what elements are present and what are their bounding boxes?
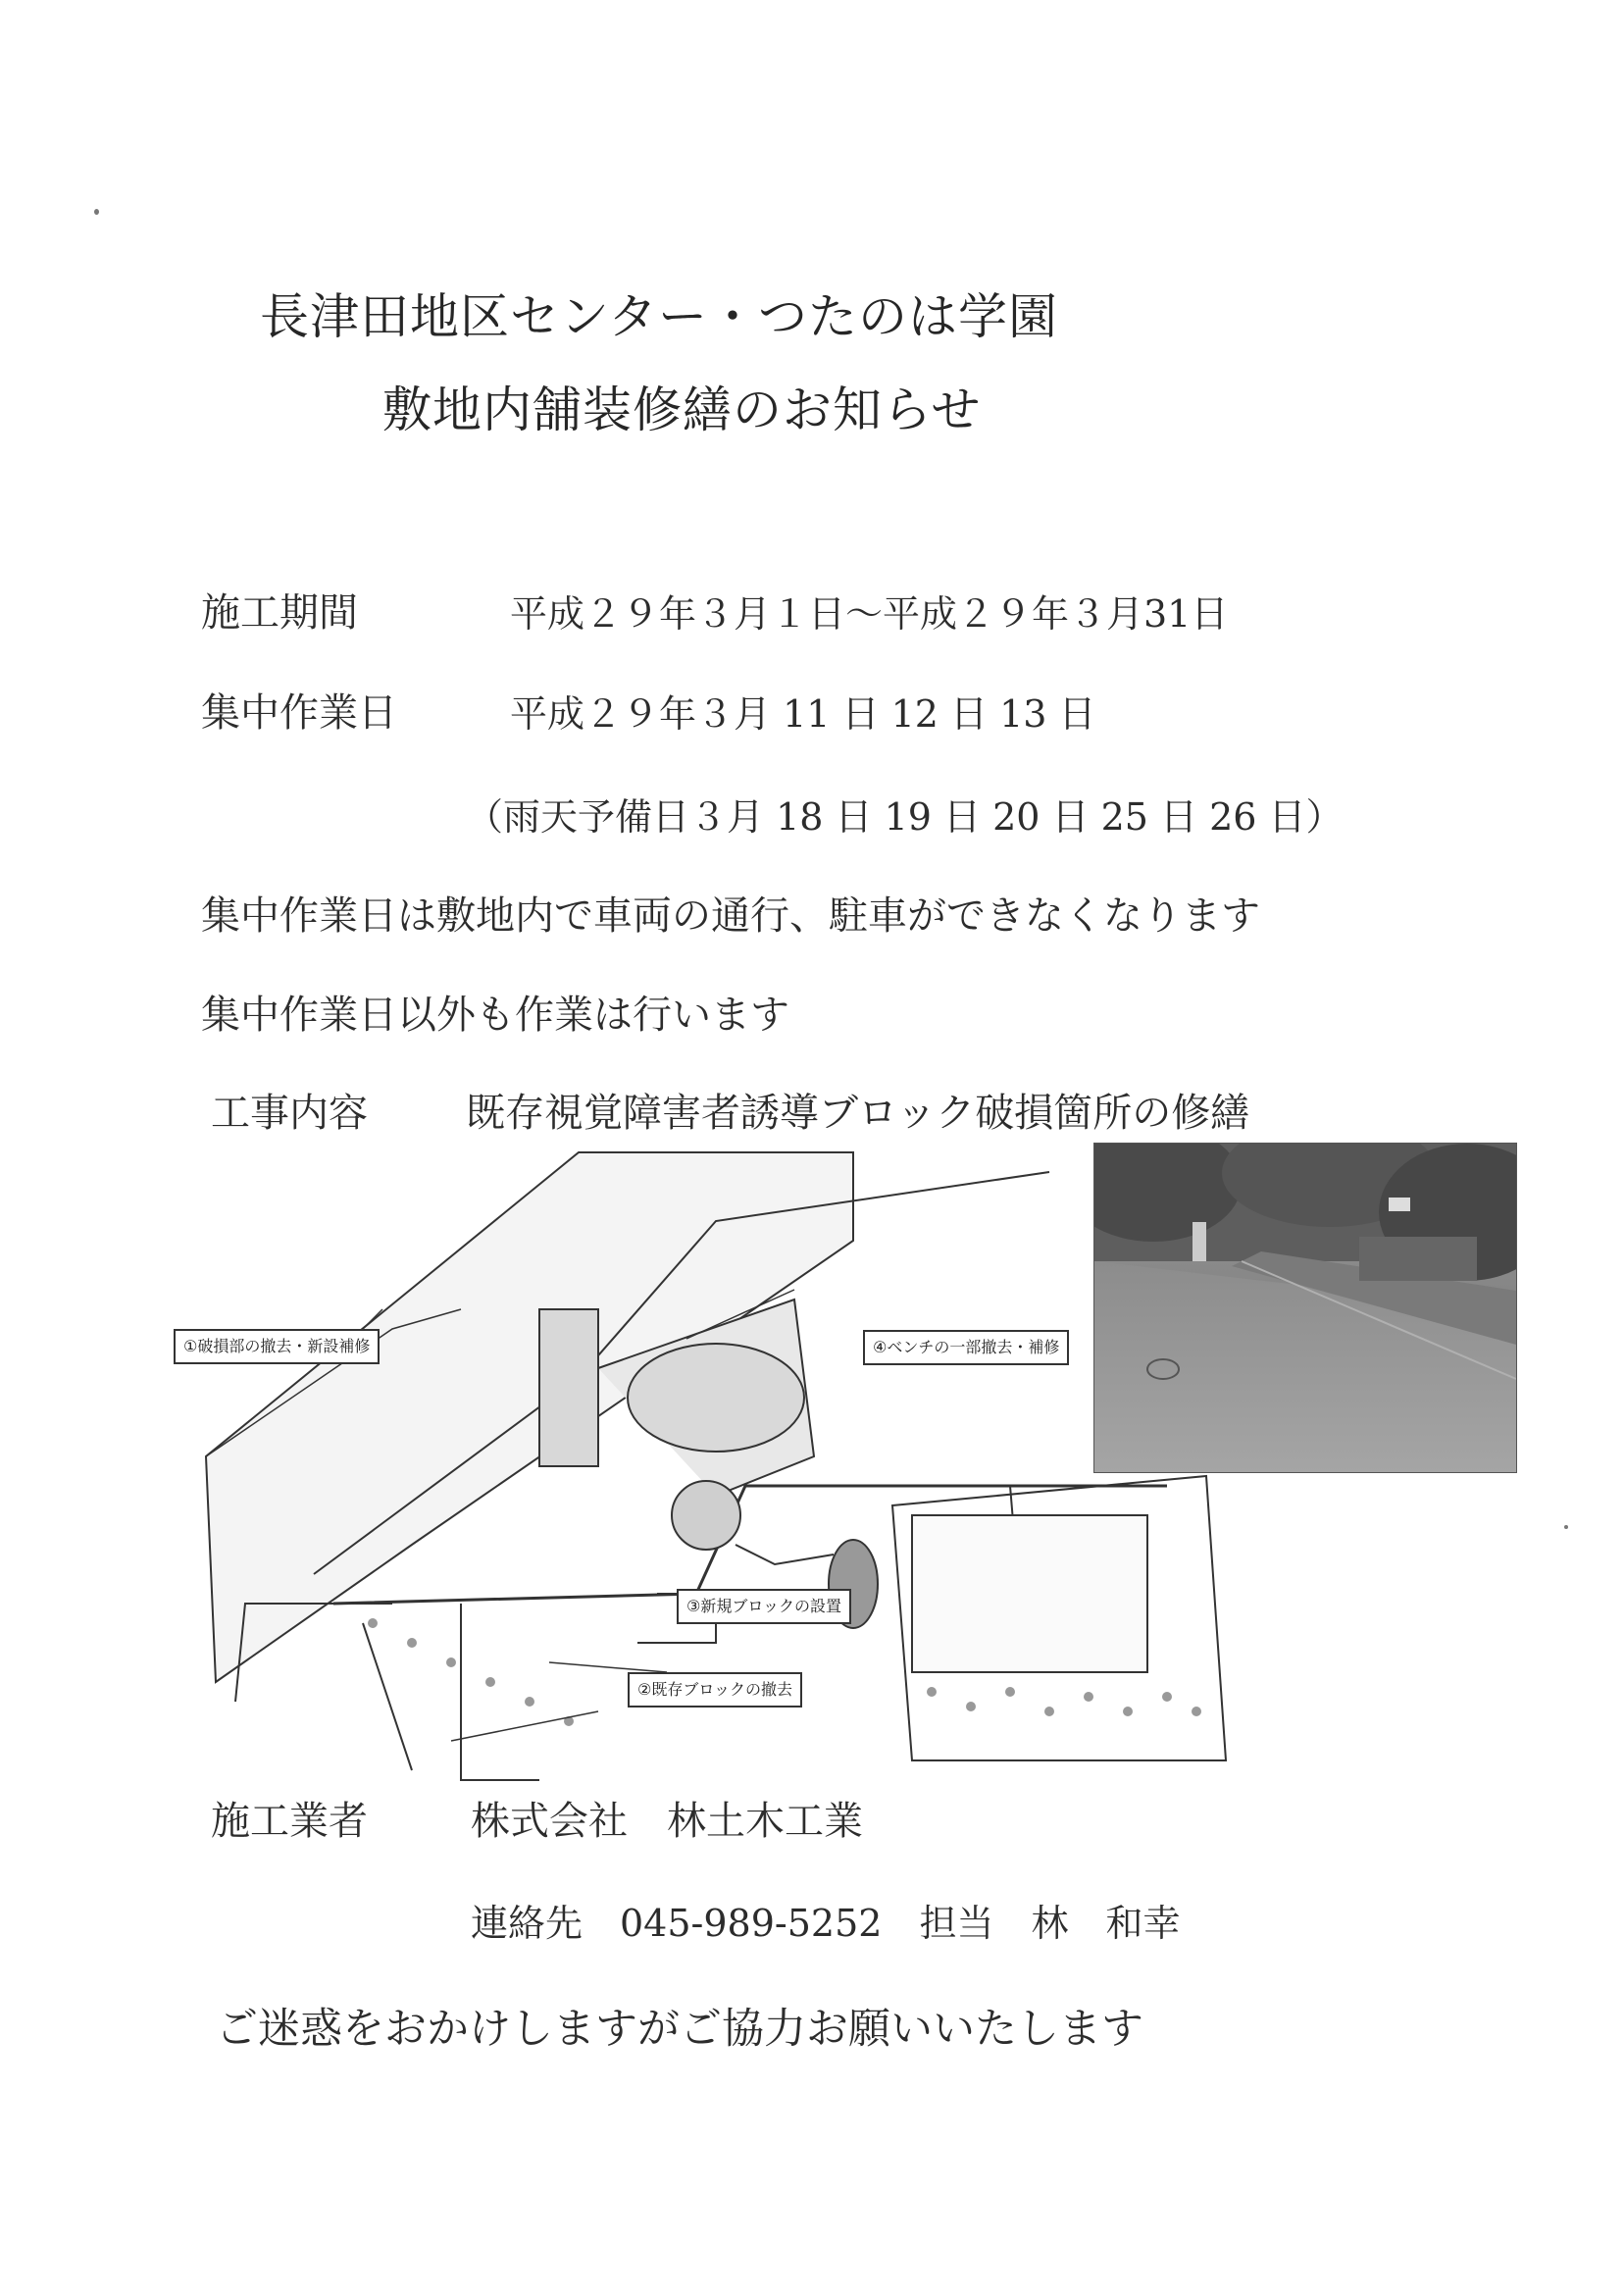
title-line-2: 敷地内舗装修繕のお知らせ (382, 382, 982, 438)
contractor-company: 株式会社 林土木工業 (471, 1799, 863, 1844)
period-value: 平成２９年３月１日～平成２９年３月31日 (510, 592, 1229, 636)
rain-reserve-days: （雨天予備日３月 18 日 19 日 20 日 25 日 26 日） (466, 795, 1344, 839)
period-label: 施工期間 (201, 590, 358, 636)
closing-message: ご迷惑をおかけしますがご協力お願いいたします (216, 2005, 1143, 2054)
contractor-label: 施工業者 (211, 1799, 368, 1844)
callout-remove-existing-block: ②既存ブロックの撤去 (628, 1672, 802, 1708)
scan-speck (1564, 1525, 1568, 1529)
work-value: 既存視覚障害者誘導ブロック破損箇所の修繕 (466, 1091, 1250, 1136)
notice-line-1: 集中作業日は敷地内で車両の通行、駐車ができなくなります (201, 893, 1260, 939)
focus-work-label: 集中作業日 (201, 690, 397, 736)
work-label: 工事内容 (211, 1091, 368, 1136)
notice-line-2: 集中作業日以外も作業は行います (201, 993, 789, 1038)
scan-speck (94, 209, 99, 215)
callout-damaged-repair: ①破損部の撤去・新設補修 (174, 1329, 380, 1364)
callout-install-new-block: ③新規ブロックの設置 (677, 1589, 851, 1624)
title-line-1: 長津田地区センター・つたのは学園 (260, 288, 1058, 345)
focus-work-value: 平成２９年３月 11 日 12 日 13 日 (510, 692, 1096, 736)
callout-bench-partial-repair: ④ベンチの一部撤去・補修 (863, 1330, 1069, 1365)
contractor-contact: 連絡先 045-989-5252 担当 林 和幸 (471, 1902, 1181, 1945)
site-photo (1093, 1143, 1517, 1473)
